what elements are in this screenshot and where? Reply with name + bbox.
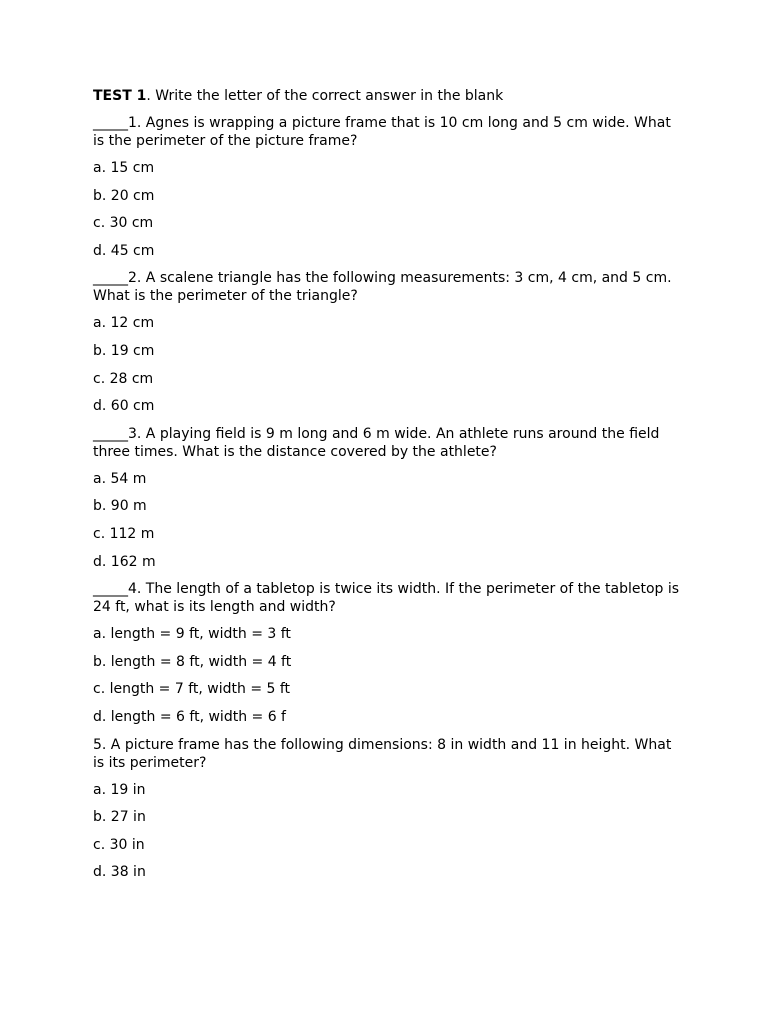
answer-option: a. 12 cm (93, 315, 155, 332)
answer-option: a. 15 cm (93, 160, 155, 176)
question-4 (93, 580, 683, 726)
question-text: _____4. The length of a tabletop is twice its width. If the perimeter of the tabletop is 24 ft, what is its length and width? (93, 581, 680, 616)
answer-option: d. 45 cm (93, 242, 155, 259)
question-text: _____1. Agnes is wrapping a picture frame that is 10 cm long and 5 cm wide. What is the perimeter of the picture frame? (93, 115, 671, 149)
answer-option: b. 90 m (93, 498, 147, 515)
worksheet-page (93, 87, 683, 891)
question-5 (93, 736, 683, 882)
test-title: TEST 1 (93, 88, 147, 104)
question-3 (93, 425, 683, 571)
answer-option: d. 38 in (93, 864, 146, 881)
answer-option: d. length = 6 ft, width = 6 f (93, 708, 286, 725)
answer-option: b. 19 cm (93, 342, 155, 359)
answer-option: a. 54 m (93, 470, 147, 487)
answer-option: a. length = 9 ft, width = 3 ft (93, 626, 291, 643)
answer-option: b. length = 8 ft, width = 4 ft (93, 653, 292, 670)
test-instruction: . Write the letter of the correct answer in the blank (146, 88, 504, 104)
answer-option: d. 162 m (93, 553, 156, 570)
answer-option: b. 27 in (93, 809, 146, 826)
answer-option: c. length = 7 ft, width = 5 ft (93, 681, 291, 698)
question-1 (93, 114, 683, 260)
answer-option: d. 60 cm (93, 398, 155, 415)
question-text: _____3. A playing field is 9 m long and 6 m wide. An athlete runs around the field three times. What is the distance covered by the athlete? (93, 425, 660, 460)
question-text: 5. A picture frame has the following dimensions: 8 in width and 11 in height. What is its perimeter? (93, 736, 672, 771)
answer-option: c. 30 in (93, 836, 145, 853)
answer-option: c. 112 m (93, 525, 155, 542)
question-text: _____2. A scalene triangle has the following measurements: 3 cm, 4 cm, and 5 cm. What is the perimeter of the triangle? (93, 270, 672, 305)
test-header (93, 87, 683, 105)
answer-option: c. 30 cm (93, 215, 154, 232)
answer-option: c. 28 cm (93, 370, 154, 387)
question-2 (93, 269, 683, 415)
answer-option: a. 19 in (93, 781, 146, 798)
answer-option: b. 20 cm (93, 187, 155, 204)
